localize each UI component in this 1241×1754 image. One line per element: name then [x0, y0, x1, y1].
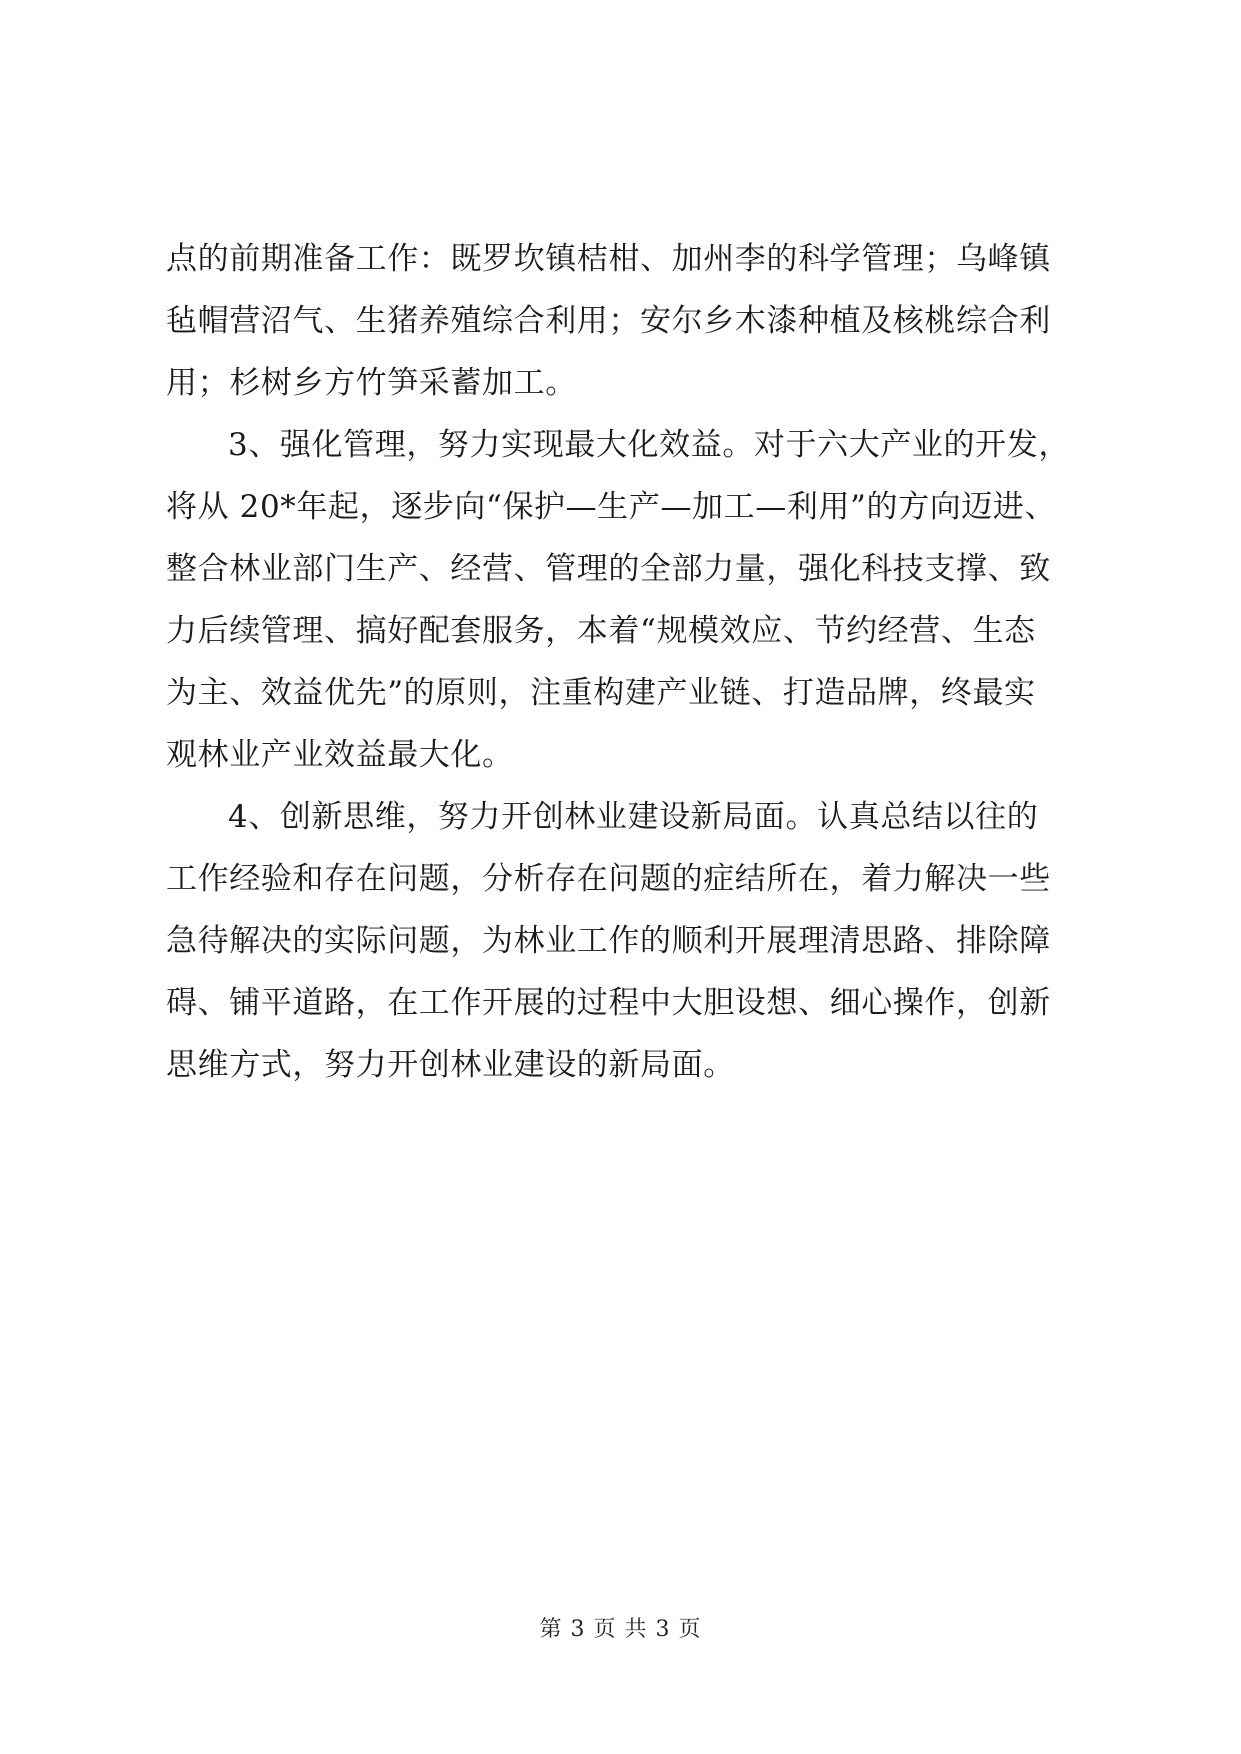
document-body — [166, 228, 1086, 1096]
text-line: 将从 20*年起，逐步向“保护—生产—加工—利用”的方向迈进、 — [166, 489, 1057, 525]
text-line: 力后续管理、搞好配套服务，本着“规模效应、节约经营、生态 — [166, 613, 1036, 649]
text-line: 碍、铺平道路，在工作开展的过程中大胆设想、细心操作，创新 — [166, 985, 1051, 1021]
text-line: 毡帽营沼气、生猪养殖综合利用；安尔乡木漆种植及核桃综合利 — [166, 303, 1051, 339]
text-line: 用；杉树乡方竹笋采蓄加工。 — [166, 365, 577, 401]
text-line: 为主、效益优先”的原则，注重构建产业链、打造品牌，终最实 — [166, 675, 1036, 711]
paragraph-4-first-line: 4、创新思维，努力开创林业建设新局面。认真总结以往的 — [228, 799, 1039, 835]
text-line: 思维方式，努力开创林业建设的新局面。 — [166, 1047, 735, 1083]
text-line: 整合林业部门生产、经营、管理的全部力量，强化科技支撑、致 — [166, 551, 1051, 587]
text-line: 点的前期准备工作：既罗坎镇桔柑、加州李的科学管理；乌峰镇 — [166, 241, 1051, 277]
text-line: 工作经验和存在问题，分析存在问题的症结所在，着力解决一些 — [166, 861, 1051, 897]
page-number-footer: 第 3 页 共 3 页 — [539, 1617, 702, 1642]
text-line: 观林业产业效益最大化。 — [166, 737, 514, 773]
text-line: 急待解决的实际问题，为林业工作的顺利开展理清思路、排除障 — [166, 923, 1051, 959]
paragraph-3-first-line: 3、强化管理，努力实现最大化效益。对于六大产业的开发， — [228, 427, 1070, 463]
